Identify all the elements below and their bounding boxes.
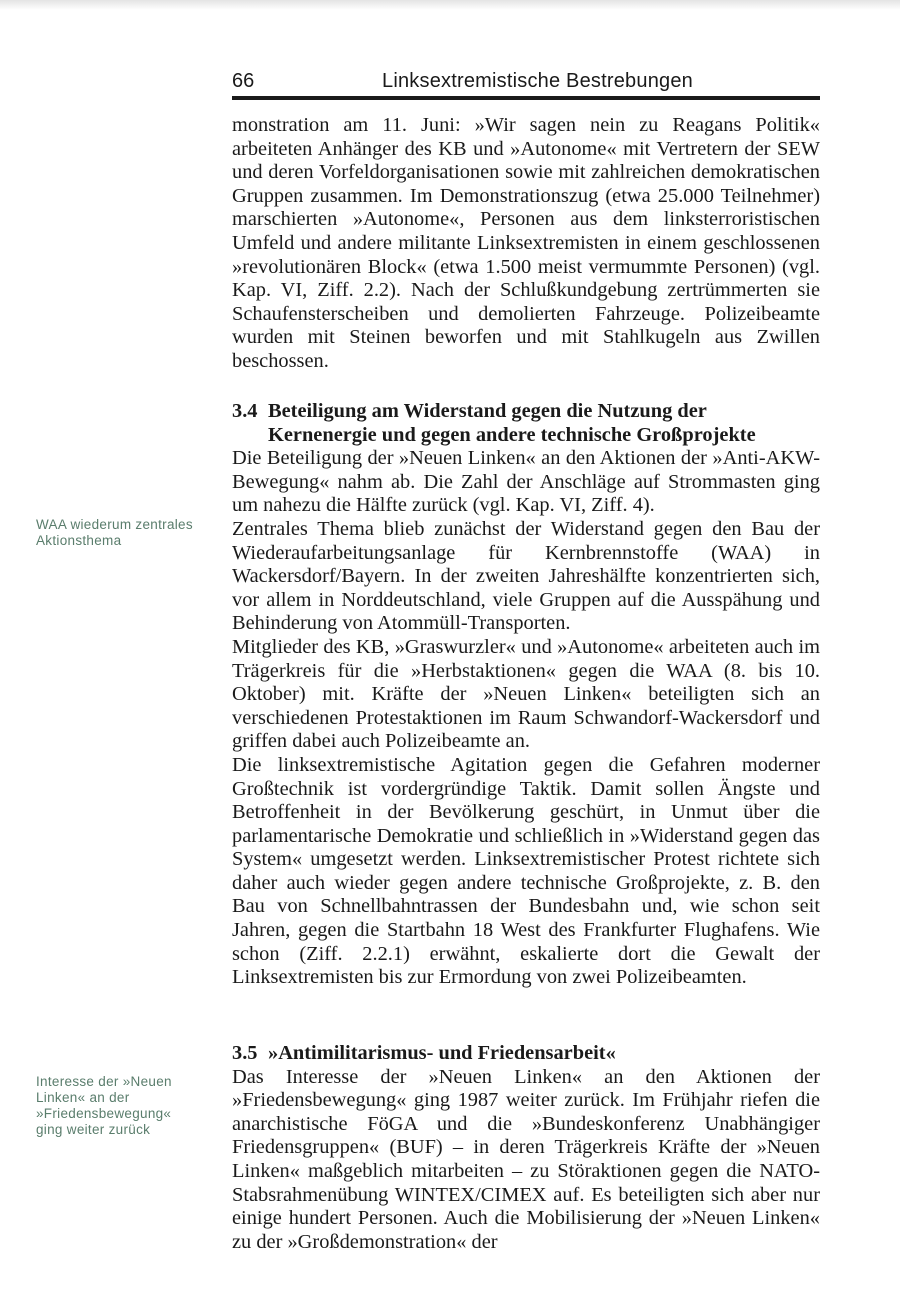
section-heading — [232, 400, 820, 447]
section-title: Beteiligung am Widerstand gegen die Nutzung der Kernenergie und gegen andere technische Großprojekte — [268, 400, 756, 446]
section-number: 3.5 — [232, 1042, 258, 1064]
intro-paragraph: monstration am 11. Juni: »Wir sagen nein zu Reagans Politik« arbeiteten Anhänger des KB und »Autonome« mit Vertretern der SEW und deren Vorfeldorganisationen sowie mit zahlreichen demokratischen Gruppen zusammen. Im Demonstrationszug (etwa 25.000 Teilnehmer) marschierten »Autonome«, Personen aus dem linksterroristischen Umfeld und andere militante Linksextremisten in einem geschlossenen »revolutionären Block« (etwa 1.500 meist vermummte Personen) (vgl. Kap. VI, Ziff. 2.2). Nach der Schlußkundgebung zertrümmerten sie Schaufensterscheiben und demolierten Fahrzeuge. Polizeibeamte wurden mit Steinen beworfen und mit Stahlkugeln aus Zwillen beschossen. — [232, 114, 820, 372]
paragraph: Das Interesse der »Neuen Linken« an den Aktionen der »Friedensbewegung« ging 1987 weiter zurück. Im Frühjahr riefen die anarchistische FöGA und die »Bundeskonferenz Unabhängiger Friedensgruppen« (BUF) – in deren Trägerkreis Kräfte der »Neuen Linken« maßgeblich mitarbeiten – zu Störaktionen gegen die NATO-Stabsrahmenübung WINTEX/CIMEX auf. Es beteiligten sich aber nur einige hundert Personen. Auch die Mobilisierung der »Neuen Linken« zu der »Großdemonstration« der — [232, 1065, 820, 1253]
paragraph: Die linksextremistische Agitation gegen die Gefahren moderner Großtechnik ist vordergründige Taktik. Damit sollen Ängste und Betroffenheit in der Bevölkerung geschürt, in Unmut über die parlamentarische Demokratie und schließlich in »Widerstand gegen das System« umgesetzt werden. Linksextremistischer Protest richtete sich daher auch wieder gegen andere technische Großprojekte, z. B. den Bau von Schnellbahntrassen der Bundesbahn und, wie schon seit Jahren, gegen die Startbahn 18 West des Frankfurter Flughafens. Wie schon (Ziff. 2.2.1) erwähnt, eskalierte dort die Gewalt der Linksextremisten bis zur Ermordung von zwei Polizeibeamten. — [232, 753, 820, 989]
margin-note-waa: WAA wiederum zentrales Aktionsthema — [36, 517, 193, 548]
margin-note-friedensbewegung: Interesse der »Neuen Linken« an der »Friedensbewegung« ging weiter zurück — [36, 1074, 172, 1137]
section-title: »Antimilitarismus- und Friedensarbeit« — [268, 1042, 616, 1064]
header-rule — [232, 96, 820, 100]
paragraph: Mitglieder des KB, »Graswurzler« und »Autonome« arbeiteten auch im Trägerkreis für die »Herbstaktionen« gegen die WAA (8. bis 10. Oktober) mit. Kräfte der »Neuen Linken« beteiligten sich an verschiedenen Protestaktionen im Raum Schwandorf-Wackersdorf und griffen dabei auch Polizeibeamte an. — [232, 635, 820, 753]
section-3-5 — [232, 1042, 820, 1254]
paragraph: Zentrales Thema blieb zunächst der Widerstand gegen den Bau der Wiederaufarbeitungsanlage für Kernbrennstoffe (WAA) in Wackersdorf/Bayern. In der zweiten Jahreshälfte konzentrierten sich, vor allem in Norddeutschland, viele Gruppen auf die Ausspähung und Behinderung von Atommüll-Transporten. — [232, 517, 820, 635]
paragraph: Die Beteiligung der »Neuen Linken« an den Aktionen der »Anti-AKW-Bewegung« nahm ab. Die Zahl der Anschläge auf Strommasten ging um nahezu die Hälfte zurück (vgl. Kap. VI, Ziff. 4). — [232, 447, 820, 517]
running-title: Linksextremistische Bestrebungen — [382, 70, 693, 92]
section-number: 3.4 — [232, 400, 258, 422]
page-top-shadow — [0, 0, 900, 10]
section-3-4 — [232, 400, 820, 990]
page-header — [232, 68, 820, 94]
page-number: 66 — [232, 70, 255, 92]
intro-block — [232, 114, 820, 374]
section-heading — [232, 1042, 820, 1066]
